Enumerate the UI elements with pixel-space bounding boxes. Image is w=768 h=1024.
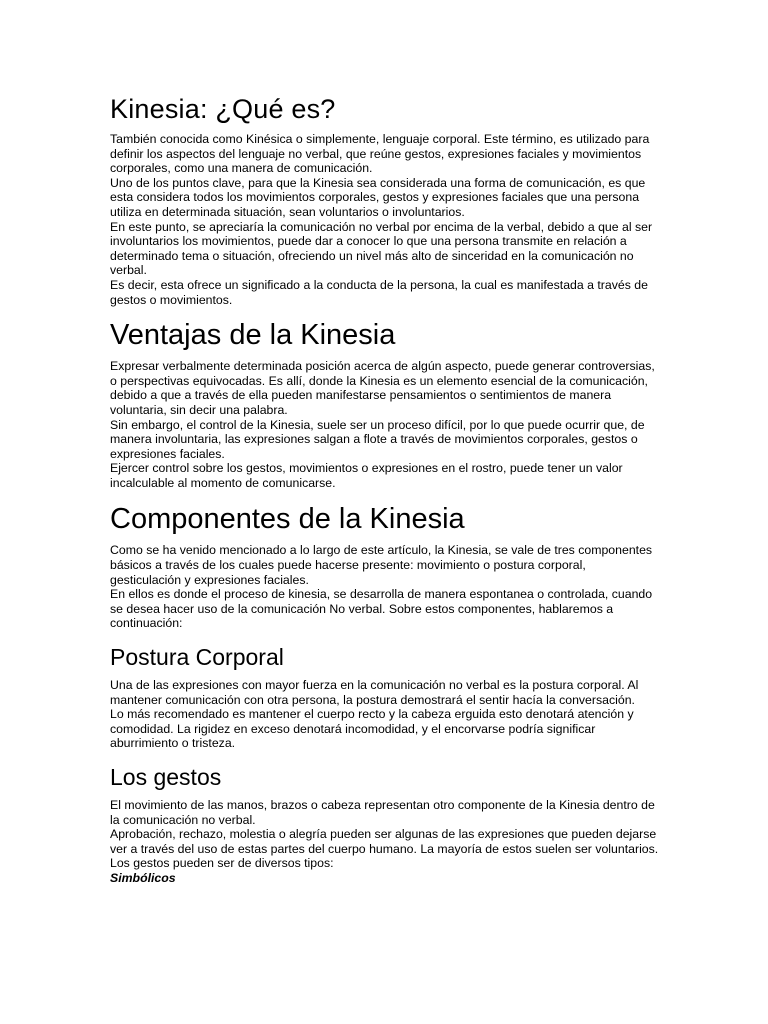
paragraph: El movimiento de las manos, brazos o cabeza representan otro componente de la Kinesia dentro de la comunicación no verbal. <box>110 798 655 827</box>
paragraph: Lo más recomendado es mantener el cuerpo recto y la cabeza erguida esto denotará atención y comodidad. La rigidez en exceso denotará incomodidad, y el encorvarse podría significar aburrimiento o tristeza. <box>110 707 634 751</box>
section-postura-corporal <box>110 643 660 751</box>
paragraph: Sin embargo, el control de la Kinesia, suele ser un proceso difícil, por lo que puede ocurrir que, de manera involuntaria, las expresiones salgan a flote a través de movimientos corporales, gestos o expresiones faciales. <box>110 417 645 461</box>
paragraph: Ejercer control sobre los gestos, movimientos o expresiones en el rostro, puede tener un valor incalculable al momento de comunicarse. <box>110 461 623 490</box>
section-los-gestos <box>110 763 660 886</box>
paragraph: En este punto, se apreciaría la comunicación no verbal por encima de la verbal, debido a que al ser involuntarios los movimientos, puede dar a conocer lo que una persona transmite en relación a determinado tema o situación, ofreciendo un nivel más alto de sinceridad en la comunicación no verbal. <box>110 219 653 278</box>
document-page <box>110 92 660 895</box>
paragraph: En ellos es donde el proceso de kinesia, se desarrolla de manera espontanea o controlada, cuando se desea hacer uso de la comunicación No verbal. Sobre estos componentes, hablaremos a continuación: <box>110 587 653 631</box>
section-que-es <box>110 92 660 307</box>
paragraph: Como se ha venido mencionado a lo largo de este artículo, la Kinesia, se vale de tres componentes básicos a través de los cuales puede hacerse presente: movimiento o postura corporal, gesticulación y expresiones faciales. <box>110 543 653 587</box>
paragraph: Uno de los puntos clave, para que la Kinesia sea considerada una forma de comunicación, es que esta considera todos los movimientos corporales, gestos y expresiones faciales que una persona utiliza en determinada situación, sean voluntarios o involuntarios. <box>110 175 646 219</box>
heading-kinesia-que-es: Kinesia: ¿Qué es? <box>110 94 336 124</box>
paragraph: Los gestos pueden ser de diversos tipos: <box>110 856 334 871</box>
paragraph: Expresar verbalmente determinada posición acerca de algún aspecto, puede generar controversias, o perspectivas equivocadas. Es allí, donde la Kinesia es un elemento esencial de la comunicación, debido a que a través de ella pueden manifestarse pensamientos o sentimientos de manera voluntaria, sin decir una palabra. <box>110 359 655 417</box>
paragraph: También conocida como Kinésica o simplemente, lenguaje corporal. Este término, es utilizado para definir los aspectos del lenguaje no verbal, que reúne gestos, expresiones faciales y movimientos corporales, como una manera de comunicación. <box>110 132 650 176</box>
section-componentes <box>110 501 660 631</box>
paragraph: Es decir, esta ofrece un significado a la conducta de la persona, la cual es manifestada a través de gestos o movimientos. <box>110 277 648 307</box>
heading-componentes: Componentes de la Kinesia <box>110 503 465 536</box>
paragraph: Aprobación, rechazo, molestia o alegría pueden ser algunas de las expresiones que pueden dejarse ver a través del uso de estas partes del cuerpo humano. La mayoría de estos suelen ser voluntarios. <box>110 827 659 856</box>
section-ventajas <box>110 317 660 490</box>
heading-ventajas: Ventajas de la Kinesia <box>110 319 396 352</box>
subheading-simbolicos: Simbólicos <box>110 870 176 885</box>
heading-los-gestos: Los gestos <box>110 764 222 790</box>
heading-postura-corporal: Postura Corporal <box>110 644 284 671</box>
paragraph: Una de las expresiones con mayor fuerza en la comunicación no verbal es la postura corporal. Al mantener comunicación con otra persona, la postura demostrará el sentir hacía la conversación. <box>110 678 639 707</box>
